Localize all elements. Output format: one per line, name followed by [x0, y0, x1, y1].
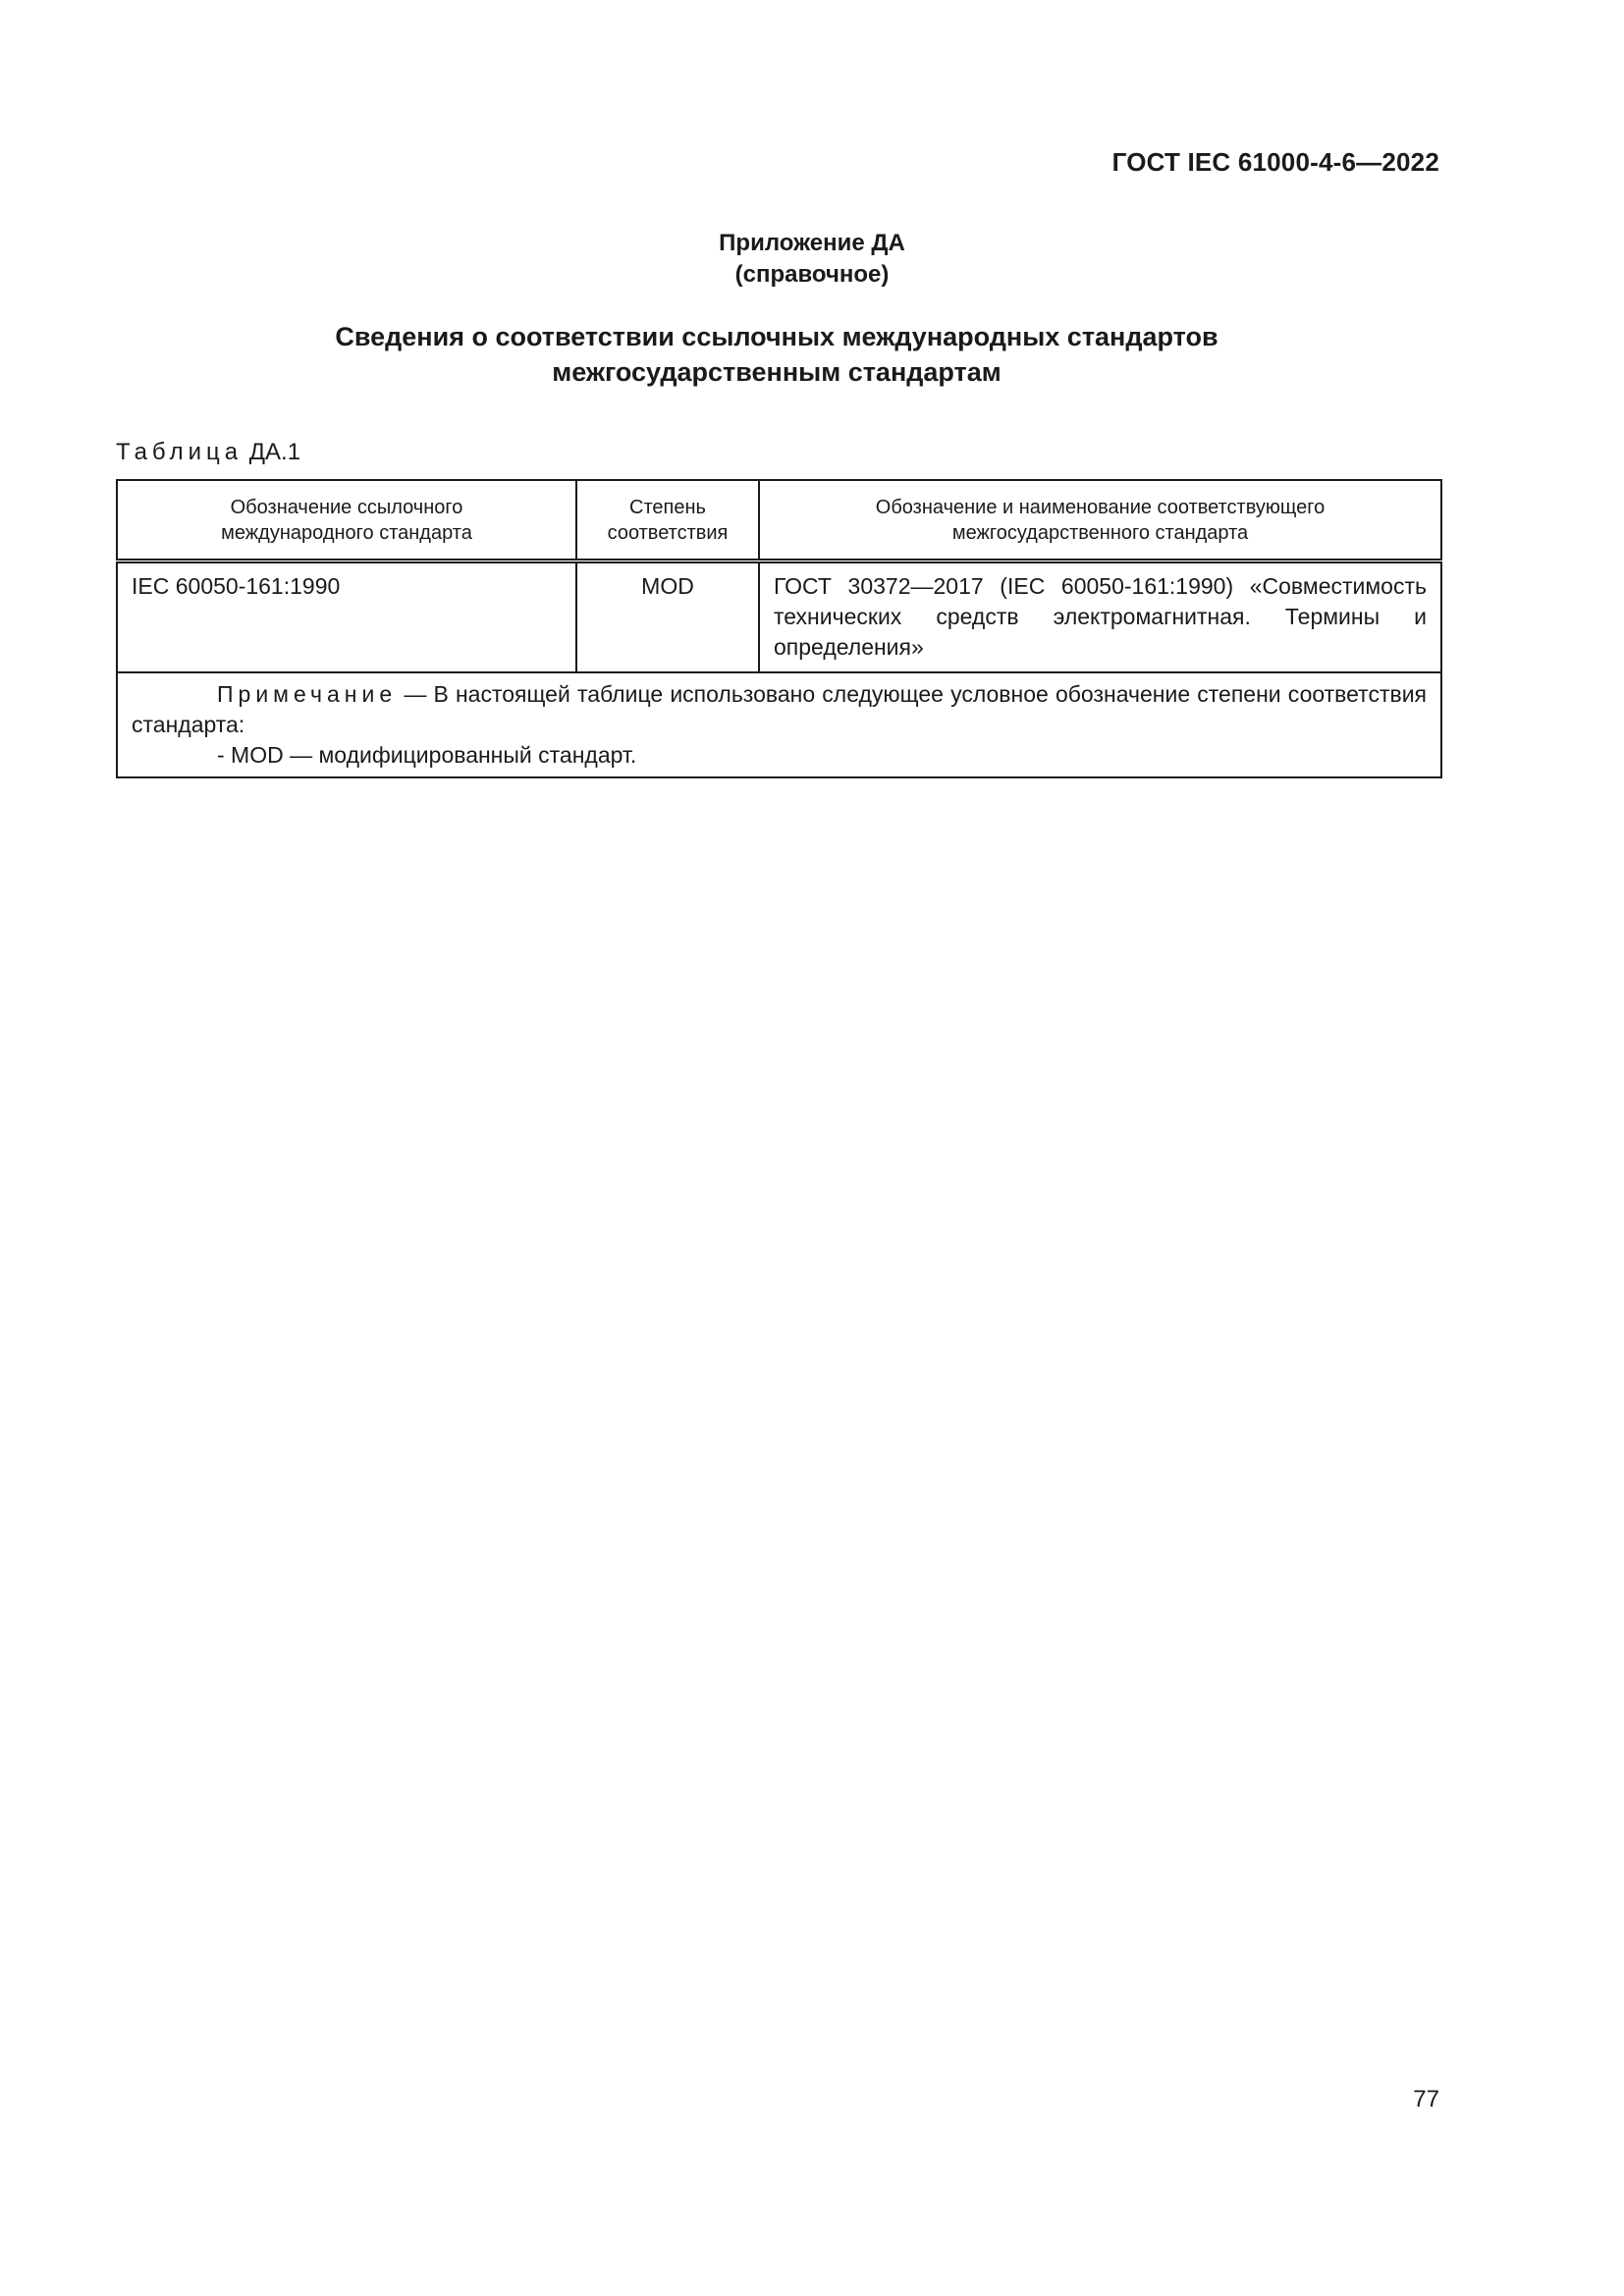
note-item: - MOD — модифицированный стандарт.: [217, 741, 637, 768]
document-code: ГОСТ IEC 61000-4-6—2022: [1111, 147, 1439, 177]
table-caption-word: Таблица: [116, 439, 244, 465]
heading-line-1: Сведения о соответствии ссылочных международных стандартов: [335, 322, 1218, 351]
note-text: — В настоящей таблице использовано следующее условное обозначение степени соответствия стандарта:: [132, 680, 1427, 737]
column-header-interstate: Обозначение и наименование соответствующего межгосударственного стандарта: [759, 480, 1441, 561]
column-header-degree: Степень соответствия: [576, 480, 759, 561]
annex-heading: [0, 319, 1553, 390]
annex-status: (справочное): [734, 261, 890, 288]
table-row: [117, 561, 1441, 672]
cell-interstate-standard: ГОСТ 30372—2017 (IEC 60050-161:1990) «Совместимость технических средств электромагнитная. Термины и определения»: [759, 561, 1441, 672]
table-caption: [116, 439, 300, 466]
cell-international-standard: IEC 60050-161:1990: [117, 561, 576, 672]
note-label: Примечание: [217, 680, 398, 707]
table-note-row: [117, 672, 1441, 777]
column-header-international: Обозначение ссылочного международного стандарта: [117, 480, 576, 561]
page-number: 77: [1413, 2086, 1439, 2112]
heading-line-2: межгосударственным стандартам: [552, 357, 1001, 387]
correspondence-table: [116, 479, 1442, 778]
table-note: [117, 672, 1441, 777]
cell-degree: MOD: [576, 561, 759, 672]
annex-title: Приложение ДА: [719, 230, 905, 256]
table-caption-number: ДА.1: [248, 439, 301, 465]
table-header-row: [117, 480, 1441, 561]
annex-block: [0, 228, 1624, 291]
